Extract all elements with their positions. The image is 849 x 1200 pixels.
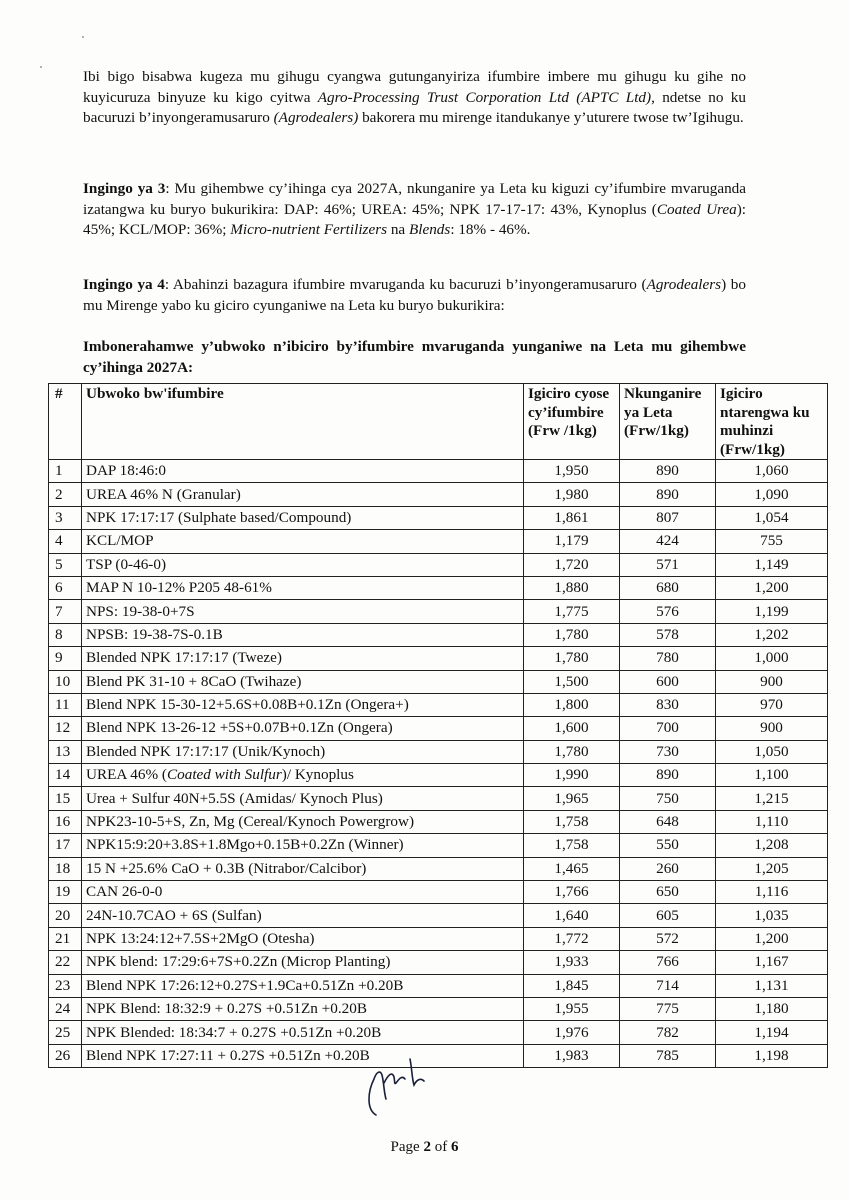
table-row xyxy=(49,717,828,740)
table-row xyxy=(49,553,828,576)
row-subsidy: 700 xyxy=(620,717,716,740)
row-farmer-price: 1,202 xyxy=(716,623,828,646)
row-farmer-price: 1,180 xyxy=(716,997,828,1020)
row-index: 3 xyxy=(49,506,82,529)
table-row xyxy=(49,927,828,950)
table-row xyxy=(49,483,828,506)
row-farmer-price: 1,050 xyxy=(716,740,828,763)
intro-text-3: bakorera mu mirenge itandukanye y’uturere twose tw’Igihugu. xyxy=(358,109,744,126)
article-4-text-1: : Abahinzi bazagura ifumbire mvaruganda ku bacuruzi b’inyongeramusaruro ( xyxy=(164,276,647,293)
article-4-label: Ingingo ya 4 xyxy=(83,276,165,293)
row-index: 2 xyxy=(49,483,82,506)
table-row xyxy=(49,881,828,904)
table-row xyxy=(49,787,828,810)
intro-text-1: Ibi bigo bisabwa kugeza mu gihugu cyangwa gutunganyiriza ifumbire imbere mu gihugu ku gihe no kuyicuruza binyuze ku kigo cyitwa xyxy=(83,68,746,106)
row-index: 20 xyxy=(49,904,82,927)
row-index: 5 xyxy=(49,553,82,576)
table-row xyxy=(49,460,828,483)
row-name-part: )/ Kynoplus xyxy=(281,766,354,784)
row-fertilizer-name: NPK Blended: 18:34:7 + 0.27S +0.51Zn +0.20B xyxy=(82,1021,524,1044)
article-3-text-2: ): 45%; KCL/MOP: 36%; xyxy=(83,200,747,238)
table-row xyxy=(49,997,828,1020)
row-fertilizer-name: TSP (0-46-0) xyxy=(82,553,524,576)
row-full-price: 1,965 xyxy=(524,787,620,810)
row-subsidy: 600 xyxy=(620,670,716,693)
row-subsidy: 571 xyxy=(620,553,716,576)
row-subsidy: 680 xyxy=(620,576,716,599)
row-index: 14 xyxy=(49,764,82,787)
row-farmer-price: 970 xyxy=(716,693,828,716)
row-full-price: 1,990 xyxy=(524,764,620,787)
row-full-price: 1,465 xyxy=(524,857,620,880)
fertilizer-price-table xyxy=(48,383,828,1068)
intro-paragraph xyxy=(83,67,746,129)
row-farmer-price: 1,199 xyxy=(716,600,828,623)
row-full-price: 1,980 xyxy=(524,483,620,506)
row-full-price: 1,955 xyxy=(524,997,620,1020)
row-subsidy: 605 xyxy=(620,904,716,927)
row-subsidy: 780 xyxy=(620,647,716,670)
row-index: 22 xyxy=(49,951,82,974)
row-fertilizer-name: NPK 17:17:17 (Sulphate based/Compound) xyxy=(82,506,524,529)
row-farmer-price: 1,167 xyxy=(716,951,828,974)
article-4-text-2: ) bo mu Mirenge yabo ku giciro cyunganiwe na Leta ku buryo bukurikira: xyxy=(83,276,746,314)
row-fertilizer-name: NPK Blend: 18:32:9 + 0.27S +0.51Zn +0.20B xyxy=(82,997,524,1020)
row-subsidy: 576 xyxy=(620,600,716,623)
row-subsidy: 890 xyxy=(620,764,716,787)
row-index: 19 xyxy=(49,881,82,904)
row-farmer-price: 1,200 xyxy=(716,576,828,599)
row-index: 25 xyxy=(49,1021,82,1044)
row-index: 7 xyxy=(49,600,82,623)
header-fertilizer-type: Ubwoko bw'ifumbire xyxy=(82,384,524,460)
row-index: 18 xyxy=(49,857,82,880)
row-fertilizer-name: 15 N +25.6% CaO + 0.3B (Nitrabor/Calcibor) xyxy=(82,857,524,880)
row-index: 11 xyxy=(49,693,82,716)
article-3-text-3: na xyxy=(387,221,409,238)
table-header-row xyxy=(49,384,828,460)
table-row xyxy=(49,810,828,833)
header-farmer-price: Igiciro ntarengwa ku muhinzi (Frw/1kg) xyxy=(716,384,828,460)
row-full-price: 1,720 xyxy=(524,553,620,576)
row-subsidy: 750 xyxy=(620,787,716,810)
footer-page-word: Page xyxy=(390,1139,424,1155)
row-subsidy: 782 xyxy=(620,1021,716,1044)
row-fertilizer-name: Urea + Sulfur 40N+5.5S (Amidas/ Kynoch Plus) xyxy=(82,787,524,810)
row-full-price: 1,772 xyxy=(524,927,620,950)
row-full-price: 1,800 xyxy=(524,693,620,716)
row-fertilizer-name: 24N-10.7CAO + 6S (Sulfan) xyxy=(82,904,524,927)
row-fertilizer-name: Blended NPK 17:17:17 (Tweze) xyxy=(82,647,524,670)
row-fertilizer-name: KCL/MOP xyxy=(82,530,524,553)
scan-speck xyxy=(40,66,42,68)
row-subsidy: 890 xyxy=(620,483,716,506)
row-full-price: 1,880 xyxy=(524,576,620,599)
row-fertilizer-name: DAP 18:46:0 xyxy=(82,460,524,483)
table-row xyxy=(49,764,828,787)
row-full-price: 1,758 xyxy=(524,834,620,857)
intro-text-agrodealers: (Agrodealers) xyxy=(273,109,359,126)
row-fertilizer-name: Blend NPK 13-26-12 +5S+0.07B+0.1Zn (Ongera) xyxy=(82,717,524,740)
row-index: 4 xyxy=(49,530,82,553)
article-3-italic-2: Micro-nutrient Fertilizers xyxy=(230,221,388,238)
table-row xyxy=(49,834,828,857)
row-farmer-price: 1,000 xyxy=(716,647,828,670)
row-subsidy: 890 xyxy=(620,460,716,483)
table-row xyxy=(49,670,828,693)
row-full-price: 1,758 xyxy=(524,810,620,833)
table-row xyxy=(49,974,828,997)
row-farmer-price: 1,215 xyxy=(716,787,828,810)
table-row xyxy=(49,647,828,670)
row-subsidy: 775 xyxy=(620,997,716,1020)
article-3-italic-1: Coated Urea xyxy=(656,200,737,218)
header-index: # xyxy=(49,384,82,460)
row-index: 12 xyxy=(49,717,82,740)
footer-of-word: of xyxy=(430,1139,451,1155)
table-row xyxy=(49,693,828,716)
row-fertilizer-name: NPK 13:24:12+7.5S+2MgO (Otesha) xyxy=(82,927,524,950)
row-fertilizer-name: Blend NPK 17:27:11 + 0.27S +0.51Zn +0.20B xyxy=(82,1044,524,1067)
row-farmer-price: 1,090 xyxy=(716,483,828,506)
row-index: 16 xyxy=(49,810,82,833)
row-name-italic: Coated with Sulfur xyxy=(167,766,282,784)
row-farmer-price: 1,035 xyxy=(716,904,828,927)
table-row xyxy=(49,506,828,529)
table-caption: Imbonerahamwe y’ubwoko n’ibiciro by’ifumbire mvaruganda yunganiwe na Leta mu gihembwe cy’ihinga 2027A: xyxy=(83,338,746,376)
table-row xyxy=(49,740,828,763)
table-row xyxy=(49,600,828,623)
row-index: 23 xyxy=(49,974,82,997)
row-subsidy: 807 xyxy=(620,506,716,529)
row-fertilizer-name: NPK23-10-5+S, Zn, Mg (Cereal/Kynoch Powergrow) xyxy=(82,810,524,833)
row-full-price: 1,775 xyxy=(524,600,620,623)
intro-text-2: , ndetse no ku bacuruzi b’inyongeramusaruro xyxy=(83,88,746,126)
row-farmer-price: 1,060 xyxy=(716,460,828,483)
row-full-price: 1,640 xyxy=(524,904,620,927)
row-subsidy: 648 xyxy=(620,810,716,833)
article-3-text-4: : 18% - 46%. xyxy=(450,221,531,238)
row-index: 9 xyxy=(49,647,82,670)
scan-speck xyxy=(82,36,84,38)
article-4-paragraph xyxy=(83,275,746,316)
header-subsidy: Nkunganire ya Leta (Frw/1kg) xyxy=(620,384,716,460)
row-farmer-price: 1,208 xyxy=(716,834,828,857)
row-farmer-price: 1,205 xyxy=(716,857,828,880)
row-farmer-price: 1,054 xyxy=(716,506,828,529)
row-index: 26 xyxy=(49,1044,82,1067)
footer-page-total: 6 xyxy=(450,1139,459,1155)
row-subsidy: 766 xyxy=(620,951,716,974)
row-farmer-price: 1,200 xyxy=(716,927,828,950)
row-fertilizer-name: UREA 46% N (Granular) xyxy=(82,483,524,506)
article-3-label: Ingingo ya 3 xyxy=(83,180,166,197)
row-fertilizer-name: Blend NPK 15-30-12+5.6S+0.08B+0.1Zn (Ongera+) xyxy=(82,693,524,716)
row-full-price: 1,933 xyxy=(524,951,620,974)
row-subsidy: 260 xyxy=(620,857,716,880)
header-full-price: Igiciro cyose cy’ifumbire (Frw /1kg) xyxy=(524,384,620,460)
row-farmer-price: 755 xyxy=(716,530,828,553)
row-farmer-price: 1,194 xyxy=(716,1021,828,1044)
row-fertilizer-name: NPSB: 19-38-7S-0.1B xyxy=(82,623,524,646)
row-subsidy: 578 xyxy=(620,623,716,646)
table-row xyxy=(49,857,828,880)
row-subsidy: 572 xyxy=(620,927,716,950)
row-farmer-price: 900 xyxy=(716,717,828,740)
row-farmer-price: 1,116 xyxy=(716,881,828,904)
row-full-price: 1,766 xyxy=(524,881,620,904)
row-fertilizer-name xyxy=(82,764,524,787)
row-full-price: 1,780 xyxy=(524,740,620,763)
handwritten-signature xyxy=(362,1053,442,1123)
row-index: 6 xyxy=(49,576,82,599)
row-index: 10 xyxy=(49,670,82,693)
row-subsidy: 424 xyxy=(620,530,716,553)
article-3-paragraph xyxy=(83,179,746,241)
row-subsidy: 550 xyxy=(620,834,716,857)
row-index: 1 xyxy=(49,460,82,483)
footer-page-number: 2 xyxy=(423,1139,431,1155)
row-index: 24 xyxy=(49,997,82,1020)
row-full-price: 1,845 xyxy=(524,974,620,997)
row-index: 21 xyxy=(49,927,82,950)
row-farmer-price: 1,131 xyxy=(716,974,828,997)
row-full-price: 1,983 xyxy=(524,1044,620,1067)
row-full-price: 1,780 xyxy=(524,647,620,670)
row-index: 8 xyxy=(49,623,82,646)
table-row xyxy=(49,1021,828,1044)
table-row xyxy=(49,530,828,553)
row-index: 15 xyxy=(49,787,82,810)
table-row xyxy=(49,576,828,599)
row-subsidy: 714 xyxy=(620,974,716,997)
row-farmer-price: 1,149 xyxy=(716,553,828,576)
row-fertilizer-name: Blend NPK 17:26:12+0.27S+1.9Ca+0.51Zn +0.20B xyxy=(82,974,524,997)
row-full-price: 1,179 xyxy=(524,530,620,553)
row-farmer-price: 1,100 xyxy=(716,764,828,787)
article-3-text-1: : Mu gihembwe cy’ihinga cya 2027A, nkunganire ya Leta ku kiguzi cy’ifumbire mvaruganda izatangwa ku buryo bukurikira: DAP: 46%; UREA: 45%; NPK 17-17-17: 43%, Kynoplus ( xyxy=(83,180,746,218)
row-full-price: 1,600 xyxy=(524,717,620,740)
intro-text-aptc: Agro-Processing Trust Corporation Ltd (APTC Ltd) xyxy=(317,88,652,106)
row-index: 17 xyxy=(49,834,82,857)
page-footer xyxy=(0,1139,849,1156)
row-farmer-price: 900 xyxy=(716,670,828,693)
row-subsidy: 830 xyxy=(620,693,716,716)
row-fertilizer-name: MAP N 10-12% P205 48-61% xyxy=(82,576,524,599)
table-body xyxy=(49,460,828,1068)
row-full-price: 1,976 xyxy=(524,1021,620,1044)
row-full-price: 1,780 xyxy=(524,623,620,646)
row-fertilizer-name: NPS: 19-38-0+7S xyxy=(82,600,524,623)
row-subsidy: 785 xyxy=(620,1044,716,1067)
article-4-italic-1: Agrodealers xyxy=(646,276,722,293)
row-fertilizer-name: CAN 26-0-0 xyxy=(82,881,524,904)
row-full-price: 1,861 xyxy=(524,506,620,529)
row-full-price: 1,950 xyxy=(524,460,620,483)
row-fertilizer-name: Blend PK 31-10 + 8CaO (Twihaze) xyxy=(82,670,524,693)
table-row xyxy=(49,623,828,646)
row-name-part: UREA 46% ( xyxy=(86,766,167,784)
article-3-italic-3: Blends xyxy=(408,221,451,238)
table-row xyxy=(49,951,828,974)
row-full-price: 1,500 xyxy=(524,670,620,693)
row-fertilizer-name: NPK blend: 17:29:6+7S+0.2Zn (Microp Planting) xyxy=(82,951,524,974)
row-subsidy: 730 xyxy=(620,740,716,763)
row-subsidy: 650 xyxy=(620,881,716,904)
table-row xyxy=(49,904,828,927)
row-fertilizer-name: NPK15:9:20+3.8S+1.8Mgo+0.15B+0.2Zn (Winner) xyxy=(82,834,524,857)
row-farmer-price: 1,198 xyxy=(716,1044,828,1067)
row-fertilizer-name: Blended NPK 17:17:17 (Unik/Kynoch) xyxy=(82,740,524,763)
row-farmer-price: 1,110 xyxy=(716,810,828,833)
row-index: 13 xyxy=(49,740,82,763)
